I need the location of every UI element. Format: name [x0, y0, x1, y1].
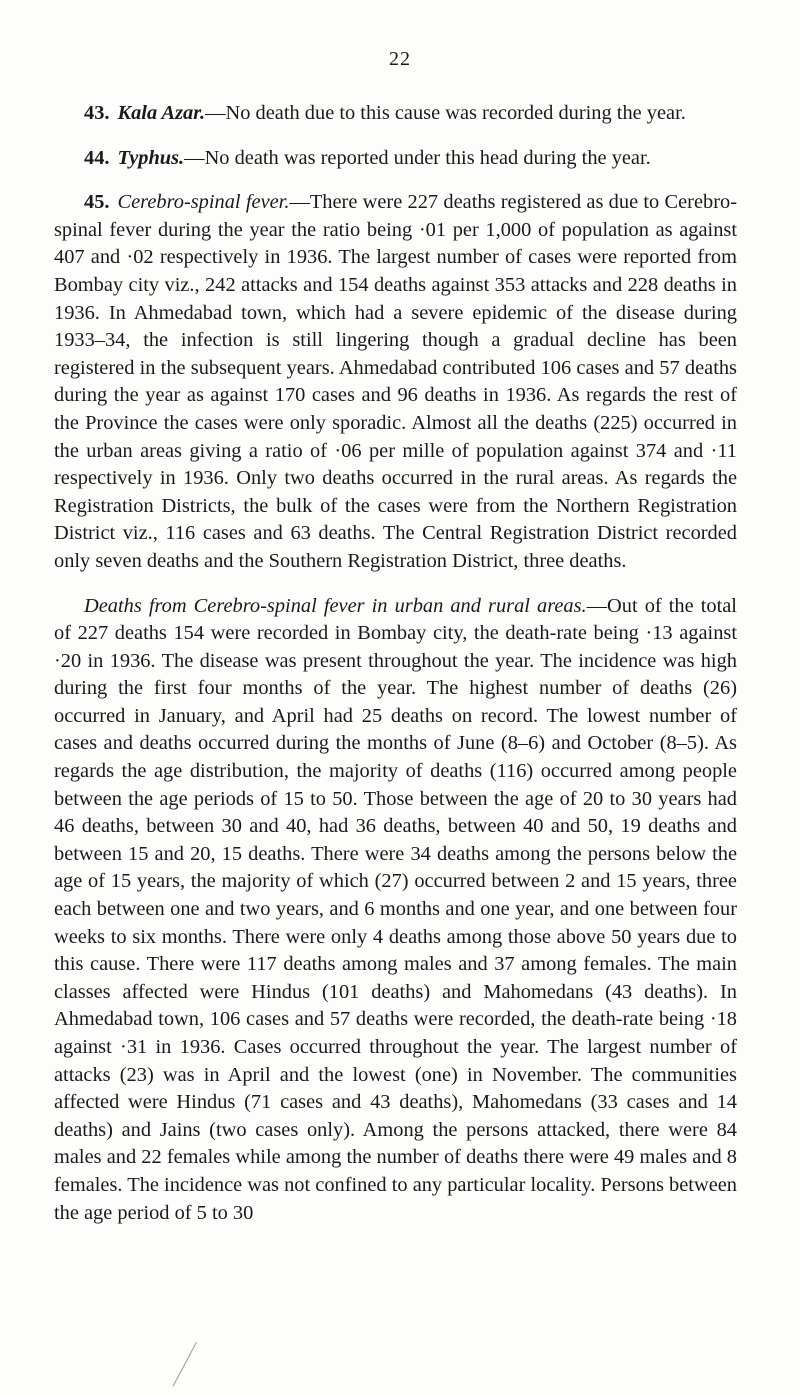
- section-text: —No death due to this cause was recorded during the year.: [205, 102, 686, 124]
- section-number: 45.: [84, 191, 110, 214]
- scan-stray-mark: [173, 1342, 197, 1387]
- section-number: 44.: [84, 146, 110, 169]
- text-body: [54, 100, 737, 1244]
- section-number: 43.: [84, 102, 110, 124]
- page-number: 22: [389, 48, 411, 70]
- subsection-heading: Deaths from Cerebro-spinal fever in urban and rural areas.: [84, 594, 587, 617]
- section-text: —There were 227 deaths registered as due to Cerebro-spinal fever during the year the ratio being ·01 per 1,000 of population as against 407 and ·02 respectively in 1936. The largest number of cases were reported from Bombay city viz., 242 attacks and 154 deaths against 353 attacks and 228 deaths in 1936. In Ahmedabad town, which had a severe epidemic of the disease during 1933–34, the infection is still lingering though a gradual decline has been registered in the subsequent years. Ahmedabad contributed 106 cases and 57 deaths during the year as against 170 cases and 96 deaths in 1936. As regards the rest of the Province the cases were only sporadic. Almost all the deaths (225) occurred in the urban areas giving a ratio of ·06 per mille of population against 374 and ·11 respectively in 1936. Only two deaths occurred in the rural areas. As regards the Registration Districts, the bulk of the cases were from the Northern Registration District viz., 116 cases and 63 deaths. The Central Registration District recorded only seven deaths and the Southern Registration District, three deaths.: [54, 191, 737, 572]
- section-heading: Kala Azar.: [117, 102, 206, 124]
- section-text: —No death was reported under this head during the year.: [184, 146, 651, 169]
- section-cerebro-spinal-fever: [54, 189, 737, 575]
- subsection-text: —Out of the total of 227 deaths 154 were recorded in Bombay city, the death-rate being ·13 against ·20 in 1936. The disease was present throughout the year. The incidence was high during the first four months of the year. The highest number of deaths (26) occurred in January, and April had 25 deaths on record. The lowest number of cases and deaths occurred during the months of June (8–6) and October (8–5). As regards the age distribution, the majority of deaths (116) occurred among people between the age periods of 15 to 50. Those between the age of 20 to 30 years had 46 deaths, between 30 and 40, had 36 deaths, between 40 and 50, 19 deaths and between 15 and 20, 15 deaths. There were 34 deaths among the persons below the age of 15 years, the majority of which (27) occurred between 2 and 15 years, three each between one and two years, and 6 months and one year, and one between four weeks to six months. There were only 4 deaths among those above 50 years due to this cause. There were 117 deaths among males and 37 among females. The main classes affected were Hindus (101 deaths) and Mahomedans (43 deaths). In Ahmedabad town, 106 cases and 57 deaths were recorded, the death-rate being ·18 against ·31 in 1936. Cases occurred throughout the year. The largest number of attacks (23) was in April and the lowest (one) in November. The communities affected were Hindus (71 cases and 43 deaths), Mahomedans (33 cases and 14 deaths) and Jains (two cases only). Among the persons attacked, there were 84 males and 22 females while among the number of deaths there were 49 males and 8 females. The incidence was not confined to any particular locality. Persons between the age period of 5 to 30: [54, 594, 737, 1224]
- section-kala-azar: [54, 100, 737, 128]
- section-heading: Typhus.: [117, 146, 185, 169]
- section-heading: Cerebro-spinal fever.: [117, 191, 290, 214]
- section-typhus: [54, 145, 737, 173]
- subsection-urban-rural: [54, 593, 737, 1228]
